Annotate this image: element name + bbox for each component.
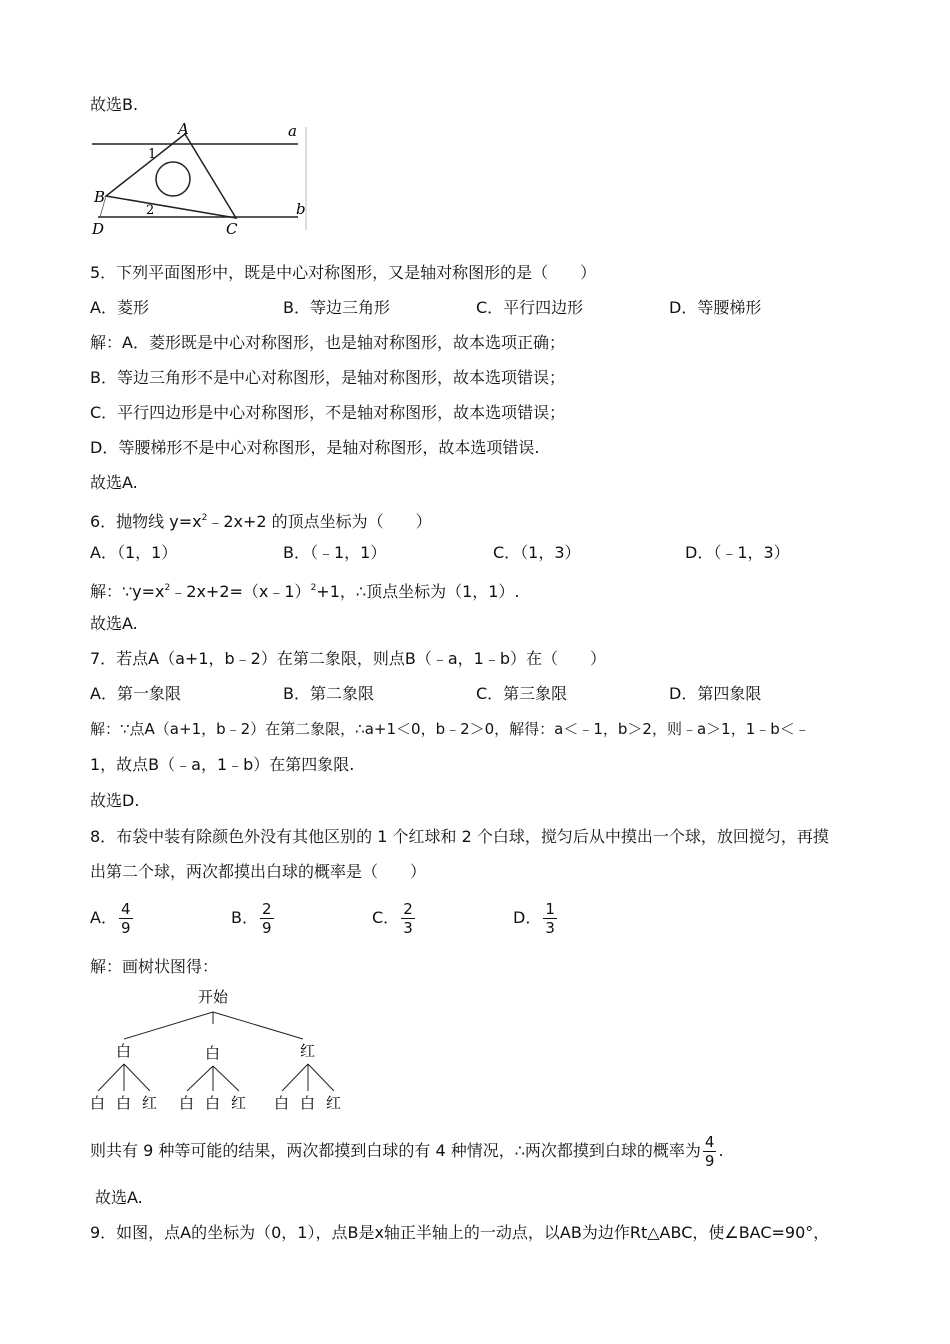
- q7-answer: 故选D.: [90, 791, 140, 810]
- label-A: A: [178, 122, 189, 138]
- tree-l1-0: 白: [116, 1042, 132, 1060]
- q7-question: 7．若点A（a+1，b﹣2）在第二象限，则点B（﹣a，1﹣b）在（ ）: [90, 649, 606, 668]
- label-2: 2: [146, 203, 155, 218]
- q5-option-d: D．等腰梯形: [669, 298, 762, 317]
- q4-figure: [88, 122, 313, 237]
- q8-solution-intro: 解：画树状图得：: [90, 957, 219, 976]
- q6-question: 6．抛物线 $y=x^2﹣2x+2$ 的顶点坐标为（ ）: [90, 512, 432, 531]
- q6-solution: 解：$\because y=x^2﹣2x+2=(x﹣1)^2+1$，∴顶点坐标为（1，1）.: [90, 582, 520, 601]
- q6-option-d: D．（﹣1，3）: [685, 543, 790, 562]
- q8-question-1: 8．布袋中装有除颜色外没有其他区别的 1 个红球和 2 个白球，搅匀后从中摸出一个球，放回搅匀，再摸: [90, 827, 829, 846]
- q5-solution-1: 解：A．菱形既是中心对称图形，也是轴对称图形，故本选项正确；: [90, 333, 565, 352]
- q8-option-c: C． $\frac{2}{3}$: [372, 900, 413, 937]
- tree-diagram: [80, 984, 360, 1119]
- q7-solution-2: 1，故点B（﹣a，1﹣b）在第四象限.: [90, 755, 355, 774]
- label-B: B: [94, 188, 106, 206]
- label-b: b: [296, 200, 306, 218]
- tree-l2-5: 红: [231, 1094, 247, 1112]
- label-C: C: [226, 220, 238, 237]
- q5-option-b: B．等边三角形: [283, 298, 390, 317]
- q5-answer: 故选A.: [90, 473, 138, 492]
- q8-answer: 故选A.: [95, 1188, 143, 1207]
- q8-conclusion: 则共有 9 种等可能的结果，两次都摸到白球的有 4 种情况，∴两次都摸到白球的概率为 $\frac{4}{9}$ .: [90, 1133, 724, 1170]
- tree-l2-4: 白: [205, 1094, 221, 1112]
- tree-l2-3: 白: [179, 1094, 195, 1112]
- q8-question-2: 出第二个球，两次都摸出白球的概率是（ ）: [90, 862, 427, 881]
- tree-l2-0: 白: [90, 1094, 106, 1112]
- q5-option-c: C．平行四边形: [476, 298, 584, 317]
- q7-solution-1: 解：∵点A（a+1，b﹣2）在第二象限，∴a+1＜0，b﹣2＞0，解得：a＜﹣1，b＞2，则﹣a＞1，1﹣b＜﹣: [90, 720, 810, 738]
- tree-l1-1: 白: [205, 1044, 221, 1062]
- label-D: D: [92, 220, 105, 237]
- q5-question: 5．下列平面图形中，既是中心对称图形，又是轴对称图形的是（ ）: [90, 263, 597, 282]
- q5-option-a: A．菱形: [90, 298, 149, 317]
- q4-answer: 故选B.: [90, 95, 139, 114]
- q6-option-a: A．（1，1）: [90, 543, 178, 562]
- q8-option-d: D． $\frac{1}{3}$: [513, 900, 555, 937]
- q7-option-a: A．第一象限: [90, 684, 181, 703]
- q6-option-b: B．（﹣1，1）: [283, 543, 387, 562]
- q7-option-b: B．第二象限: [283, 684, 374, 703]
- tree-l2-2: 红: [142, 1094, 158, 1112]
- q7-option-c: C．第三象限: [476, 684, 568, 703]
- tree-l2-1: 白: [116, 1094, 132, 1112]
- tree-l1-2: 红: [300, 1042, 316, 1060]
- tree-l2-6: 白: [274, 1094, 290, 1112]
- q6-answer: 故选A.: [90, 614, 138, 633]
- q9-question: 9．如图，点A的坐标为（0，1），点B是x轴正半轴上的一动点，以AB为边作Rt△ABC，使∠BAC=90°，: [90, 1223, 830, 1242]
- label-a: a: [288, 122, 297, 140]
- triangle-abc: [106, 134, 236, 218]
- q5-solution-3: C．平行四边形是中心对称图形，不是轴对称图形，故本选项错误；: [90, 403, 566, 422]
- q8-option-a: A． $\frac{4}{9}$: [90, 900, 131, 937]
- q5-solution-4: D．等腰梯形不是中心对称图形，是轴对称图形，故本选项错误.: [90, 438, 540, 457]
- inscribed-circle: [156, 162, 190, 196]
- q6-option-c: C．（1，3）: [493, 543, 581, 562]
- tree-root: 开始: [198, 988, 229, 1006]
- q7-option-d: D．第四象限: [669, 684, 762, 703]
- label-1: 1: [148, 147, 157, 162]
- q5-solution-2: B．等边三角形不是中心对称图形，是轴对称图形，故本选项错误；: [90, 368, 565, 387]
- tree-l2-8: 红: [326, 1094, 342, 1112]
- q8-option-b: B． $\frac{2}{9}$: [231, 900, 272, 937]
- tree-l2-7: 白: [300, 1094, 316, 1112]
